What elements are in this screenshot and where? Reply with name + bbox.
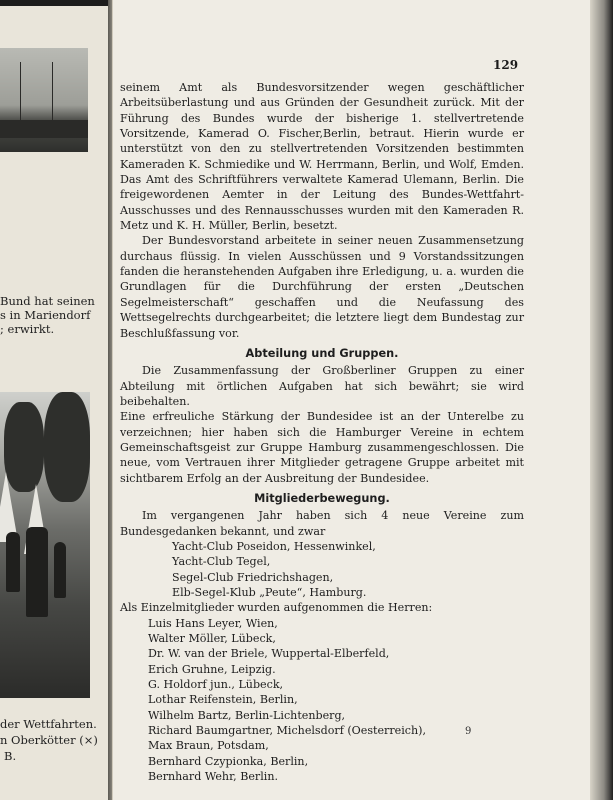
list-item: Wilhelm Bartz, Berlin-Lichtenberg,: [148, 708, 346, 722]
club-list: [120, 539, 524, 600]
regatta-crowd-photo: [0, 392, 90, 698]
list-item: Elb-Segel-Klub „Peute“, Hamburg.: [172, 586, 367, 599]
member-list: [120, 616, 524, 785]
caption-bottom-line: der Wettfahrten.: [0, 717, 97, 731]
list-item: Walter Möller, Lübeck,: [148, 632, 276, 646]
list-item: Yacht-Club Tegel,: [172, 555, 271, 569]
person: [26, 527, 48, 617]
paragraph: Im vergangenen Jahr haben sich 4 neue Vereine zum Bundesgedanken bekannt, und zwar: [120, 509, 524, 538]
page-number: 129: [493, 58, 519, 72]
list-item: Luis Hans Leyer, Wien,: [148, 616, 278, 630]
ship-hull: [0, 120, 88, 138]
mast: [20, 62, 21, 122]
sailing-ship-photo: [0, 48, 88, 152]
list-item: Erich Gruhne, Leipzig.: [148, 662, 276, 676]
paragraph: Die Zusammenfassung der Großberliner Gruppen zu einer Abteilung mit örtlichen Aufgaben hat sich bewährt; sie wird beibehalten.: [120, 364, 524, 408]
list-item: G. Holdorf jun., Lübeck,: [148, 678, 284, 692]
list-item: Dr. W. van der Briele, Wuppertal-Elberfeld,: [148, 647, 390, 661]
paragraph: Der Bundesvorstand arbeitete in seiner neuen Zusammensetzung durchaus flüssig. In vielen Ausschüssen und 9 Vorstandssitzungen fanden die heranstehenden Aufgaben ihre Erledigung, u. a. wurden die Grundlagen für die Durchführung der ersten „Deutschen Segelmeisterschaft“ geschaffen und die Neufassung des Wettsegelrechts durchgearbeitet; die letztere liegt dem Bundestag zur Beschlußfassung vor.: [120, 234, 524, 340]
signature-mark: 9: [465, 726, 472, 737]
caption-top-line: s in Mariendorf: [0, 308, 91, 322]
caption-top-line: ; erwirkt.: [0, 322, 55, 336]
section-heading: Abteilung und Gruppen.: [245, 346, 399, 360]
list-item: Lothar Reifenstein, Berlin,: [148, 693, 298, 707]
person: [54, 542, 66, 598]
page-body: [120, 80, 524, 784]
caption-bottom-line: n Oberkötter (×): [0, 733, 98, 747]
tree: [44, 392, 90, 502]
page-edge-shadow: [590, 0, 613, 800]
caption-top-line: Bund hat seinen: [0, 294, 95, 308]
left-page: [0, 6, 110, 800]
paragraph: Als Einzelmitglieder wurden aufgenommen die Herren:: [120, 601, 433, 615]
list-item: Bernhard Wehr, Berlin.: [148, 770, 278, 784]
paragraph: Eine erfreuliche Stärkung der Bundesidee ist an der Unterelbe zu verzeichnen; hier haben sich die Hamburger Vereine in echtem Gemeinschaftsgeist zur Gruppe Hamburg zusammengeschlossen. Die neue, vom Vertrauen ihrer Mitglieder getragene Gruppe arbeitet mit sichtbarem Erfolg an der Ausbreitung der Bundesidee.: [120, 410, 524, 485]
caption-bottom-line: B.: [4, 749, 17, 763]
list-item: Yacht-Club Poseidon, Hessenwinkel,: [172, 539, 376, 553]
list-item: Bernhard Czypionka, Berlin,: [148, 754, 309, 768]
mast: [52, 62, 53, 122]
person: [6, 532, 20, 592]
list-item: Segel-Club Friedrichshagen,: [172, 570, 334, 584]
list-item: Max Braun, Potsdam,: [148, 739, 269, 753]
section-heading: Mitgliederbewegung.: [254, 491, 390, 505]
paragraph: seinem Amt als Bundesvorsitzender wegen geschäftlicher Arbeitsüberlastung und aus Gründen der Gesundheit zurück. Mit der Führung des Bundes wurde der bisherige 1. stellvertretende Vorsitzende, Kamerad O. Fischer,Berlin, betraut. Hierin wurde er unterstützt von den zu stellvertretenden Vorsitzenden bestimmten Kameraden K. Schmiedike und W. Herrmann, Berlin, und Wolf, Emden. Das Amt des Schriftführers verwaltete Kamerad Ulemann, Berlin. Die freigewordenen Aemter in der Leitung des Bundes-Wettfahrt-Ausschusses und des Rennausschusses wurden mit den Kameraden R. Metz und K. H. Müller, Berlin, besetzt.: [120, 81, 524, 233]
list-item: Richard Baumgartner, Michelsdorf (Oesterreich),: [148, 724, 426, 738]
